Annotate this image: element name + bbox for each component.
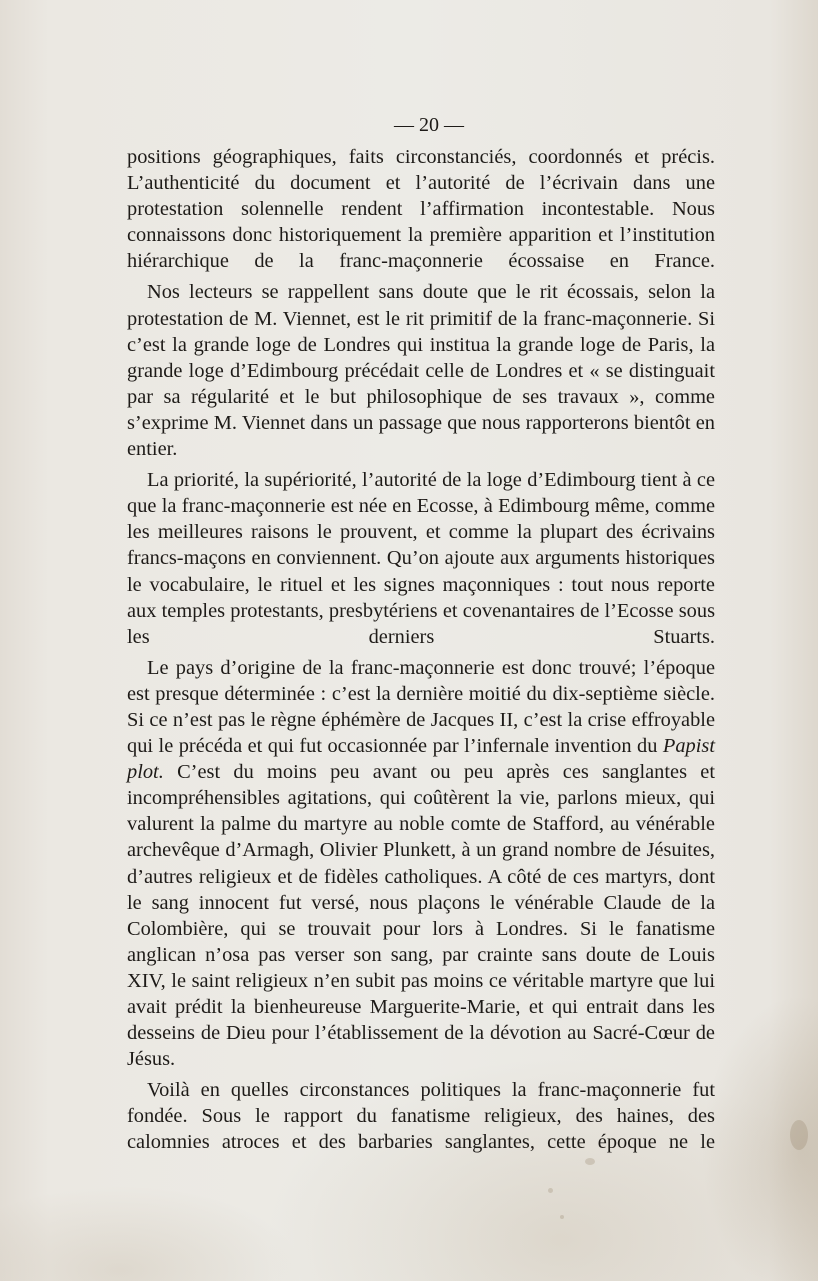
page-number: — 20 — (394, 114, 464, 136)
paragraph-4-text-after: C’est du moins peu avant ou peu après ces sanglantes et incompréhensibles agitations, qui coûtèrent la vie, parlons mieux, qui valurent la palme du martyre au noble comte de Stafford, au vénérable archevêque d’Armagh, Olivier Plunkett, à un grand nombre de Jésuites, d’autres religieux et de fidèles catholiques. A côté de ces martyrs, dont le sang innocent fut versé, nous plaçons le vénérable Claude de la Colombière, qui se trouvait pour lors à Londres. Si le fanatisme anglican n’osa pas verser son sang, par crainte sans doute de Louis XIV, le saint religieux n’en subit pas moins ce véritable martyre que lui avait prédit la bienheureuse Marguerite-Marie, et qui entrait dans les desseins de Dieu pour l’établissement de la dévotion au Sacré-Cœur de Jésus. (127, 761, 715, 1071)
body-text (127, 144, 715, 1161)
stain-mark (560, 1215, 564, 1219)
paragraph-3: La priorité, la supériorité, l’autorité de la loge d’Edimbourg tient à ce que la franc-maçonnerie est née en Ecosse, à Edimbourg même, comme les meilleures raisons le prouvent, et comme la plupart des écrivains francs-maçons en conviennent. Qu’on ajoute aux arguments historiques le vocabulaire, le rituel et les signes maçonniques : tout nous reporte aux temples protestants, presbytériens et covenantaires de l’Ecosse sous les derniers Stuarts. (127, 469, 715, 648)
paragraph-1: positions géographiques, faits circonstanciés, coordonnés et précis. L’authenticité du document et l’autorité de l’écrivain dans une protestation solennelle rendent l’affirmation incontestable. Nous connaissons donc historiquement la première apparition et l’institution hiérarchique de la franc-maçonnerie écossaise en France. (127, 146, 715, 273)
paragraph-4-text-before: Le pays d’origine de la franc-maçonnerie est donc trouvé; l’époque est presque déterminée : c’est la dernière moitié du dix-septième siècle. Si ce n’est pas le règne éphémère de Jacques II, c’est la crise effroyable qui le précéda et qui fut occasionnée par l’infernale invention du (127, 656, 715, 758)
stain-mark (548, 1188, 553, 1193)
paragraph-4-italic-term: Papist plot. (127, 735, 715, 784)
stain-mark (790, 1120, 808, 1150)
paragraph-4 (127, 655, 715, 1073)
paragraph-2: Nos lecteurs se rappellent sans doute que le rit écossais, selon la protestation de M. Viennet, est le rit primitif de la franc-maçonnerie. Si c’est la grande loge de Londres qui institua la grande loge de Paris, la grande loge d’Edimbourg précédait celle de Londres et « se distinguait par sa régularité et le but philosophique de ses travaux », comme s’exprime M. Viennet dans un passage que nous rapporterons bientôt en entier. (127, 281, 715, 461)
paragraph-5: Voilà en quelles circonstances politiques la franc-maçonnerie fut fondée. Sous le rapport du fanatisme religieux, des haines, des calomnies atroces et des barbaries sanglantes, cette époque ne le (127, 1079, 715, 1154)
